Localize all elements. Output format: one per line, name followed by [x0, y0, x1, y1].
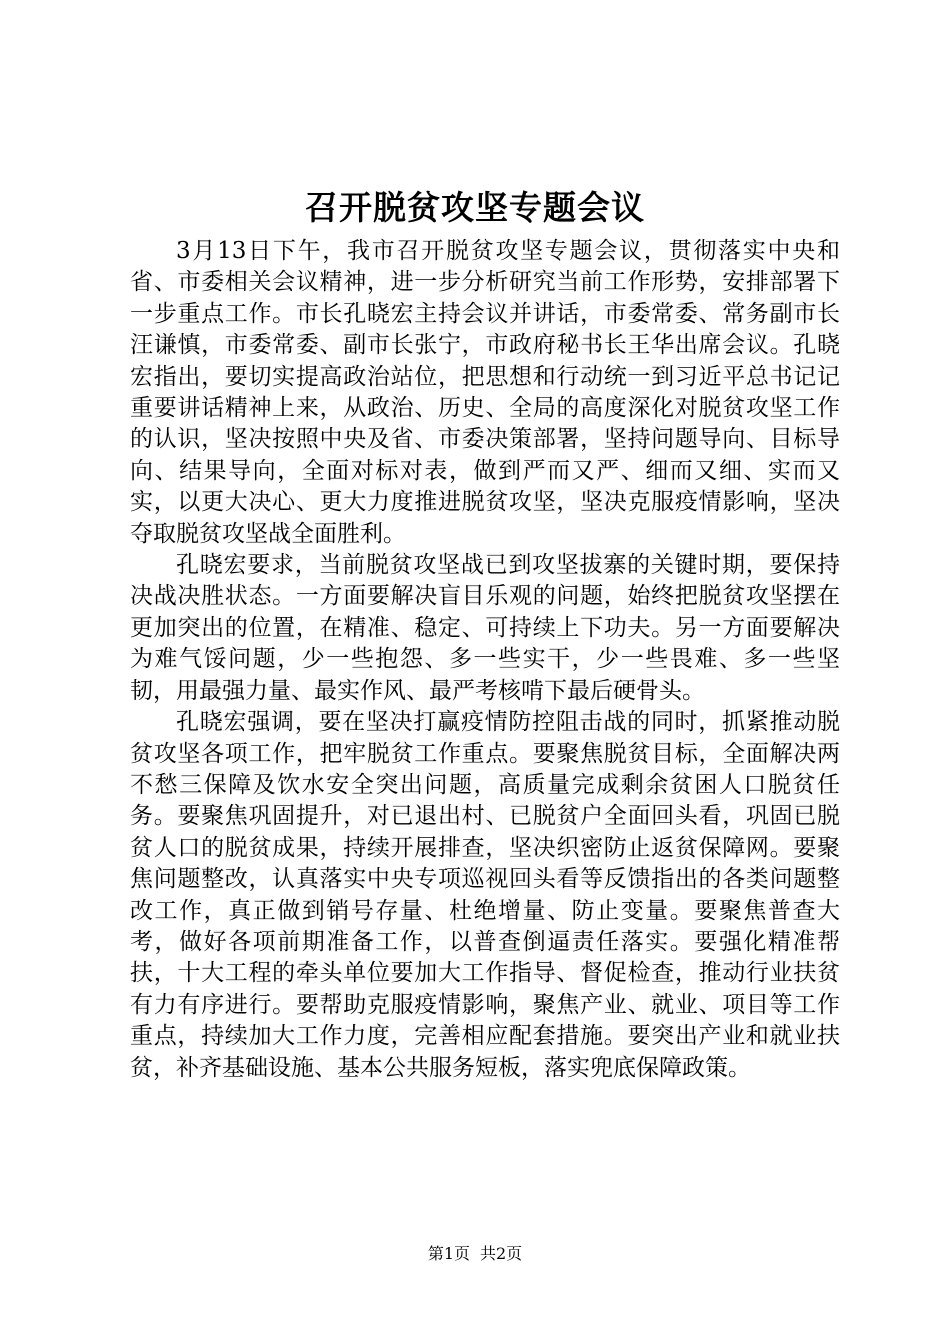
document-body: [130, 236, 840, 1084]
page-number: 第1页: [427, 1244, 470, 1263]
page-total: 共2页: [480, 1244, 523, 1263]
paragraph-3: 孔晓宏强调，要在坚决打赢疫情防控阻击战的同时，抓紧推动脱贫攻坚各项工作，把牢脱贫工作重点。要聚焦脱贫目标，全面解决两不愁三保障及饮水安全突出问题，高质量完成剩余贫困人口脱贫任务。要聚焦巩固提升，对已退出村、已脱贫户全面回头看，巩固已脱贫人口的脱贫成果，持续开展排查，坚决织密防止返贫保障网。要聚焦问题整改，认真落实中央专项巡视回头看等反馈指出的各类问题整改工作，真正做到销号存量、杜绝增量、防止变量。要聚焦普查大考，做好各项前期准备工作，以普查倒逼责任落实。要强化精准帮扶，十大工程的牵头单位要加大工作指导、督促检查，推动行业扶贫有力有序进行。要帮助克服疫情影响，聚焦产业、就业、项目等工作重点，持续加大工作力度，完善相应配套措施。要突出产业和就业扶贫，补齐基础设施、基本公共服务短板，落实兜底保障政策。: [130, 709, 840, 1081]
paragraph-1: 3月13日下午，我市召开脱贫攻坚专题会议，贯彻落实中央和省、市委相关会议精神，进一步分析研究当前工作形势，安排部署下一步重点工作。市长孔晓宏主持会议并讲话，市委常委、常务副市长汪谦慎，市委常委、副市长张宁，市政府秘书长王华出席会议。孔晓宏指出，要切实提高政治站位，把思想和行动统一到习近平总书记记重要讲话精神上来，从政治、历史、全局的高度深化对脱贫攻坚工作的认识，坚决按照中央及省、市委决策部署，坚持问题导向、目标导向、结果导向，全面对标对表，做到严而又严、细而又细、实而又实，以更大决心、更大力度推进脱贫攻坚，坚决克服疫情影响，坚决夺取脱贫攻坚战全面胜利。: [130, 238, 840, 547]
paragraph-2: 孔晓宏要求，当前脱贫攻坚战已到攻坚拔寨的关键时期，要保持决战决胜状态。一方面要解决盲目乐观的问题，始终把脱贫攻坚摆在更加突出的位置，在精准、稳定、可持续上下功夫。另一方面要解决为难气馁问题，少一些抱怨、多一些实干，少一些畏难、多一些坚韧，用最强力量、最实作风、最严考核啃下最后硬骨头。: [130, 552, 840, 704]
document-title: 召开脱贫攻坚专题会议: [305, 188, 645, 227]
page-footer: [0, 1244, 950, 1264]
